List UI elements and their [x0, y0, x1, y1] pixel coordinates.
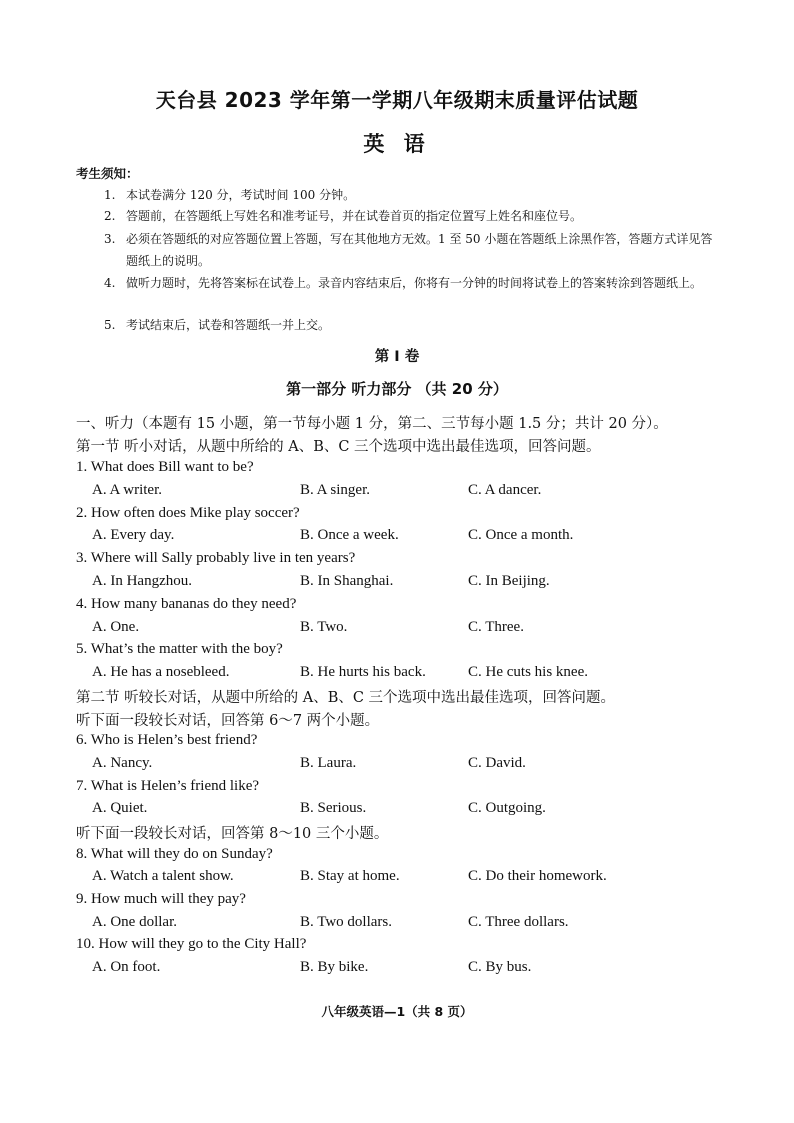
notice-item-text: 必须在答题纸的对应答题位置上答题，写在其他地方无效。1 至 50 小题在答题纸上涂黑作答，答题方式详见答题纸上的说明。 [126, 232, 713, 268]
question-1: 1. What does Bill want to be? [76, 459, 254, 475]
option-a: A. In Hangzhou. [92, 573, 192, 589]
option-c: C. David. [468, 755, 526, 771]
option-c: C. A dancer. [468, 482, 542, 498]
question-10: 10. How will they go to the City Hall? [76, 936, 307, 952]
dialog-2-note: 听下面一段较长对话，回答第 8～10 三个小题。 [76, 826, 389, 842]
option-c: C. Outgoing. [468, 800, 546, 816]
notice-item-number: 5. [104, 318, 116, 332]
option-b: B. Once a week. [300, 527, 399, 543]
notice-item-number: 1. [104, 188, 116, 202]
option-a: A. Watch a talent show. [92, 868, 234, 884]
question-7: 7. What is Helen’s friend like? [76, 778, 260, 794]
option-c: C. In Beijing. [468, 573, 550, 589]
volume-heading: 第 I 卷 [374, 349, 420, 365]
option-c: C. Once a month. [468, 527, 574, 543]
option-b: B. Two dollars. [300, 914, 393, 930]
notice-item-number: 3. [104, 232, 116, 246]
question-3: 3. Where will Sally probably live in ten years? [76, 550, 356, 566]
part-heading: 第一部分 听力部分 （共 20 分） [286, 380, 508, 398]
option-b: B. He hurts his back. [300, 664, 426, 680]
notice-item-text: 答题前，在答题纸上写姓名和准考证号，并在试卷首页的指定位置写上姓名和座位号。 [126, 209, 583, 223]
option-b: B. Serious. [300, 800, 367, 816]
question-9: 9. How much will they pay? [76, 891, 246, 907]
subject-title: 英 语 [363, 132, 431, 156]
notice-item-text: 做听力题时，先将答案标在试卷上。录音内容结束后，你将有一分钟的时间将试卷上的答案转涂到答题纸上。 [126, 276, 703, 290]
exam-title: 天台县 2023 学年第一学期八年级期末质量评估试题 [155, 88, 639, 112]
option-c: C. Do their homework. [468, 868, 607, 884]
option-c: C. Three dollars. [468, 914, 569, 930]
option-a: A. Quiet. [92, 800, 148, 816]
notice-item-number: 4. [104, 276, 116, 290]
notice-item-text: 考试结束后，试卷和答题纸一并上交。 [126, 318, 331, 332]
option-a: A. Every day. [92, 527, 175, 543]
dialog-1-note: 听下面一段较长对话，回答第 6～7 两个小题。 [76, 713, 380, 729]
option-c: C. Three. [468, 619, 524, 635]
option-c: C. He cuts his knee. [468, 664, 588, 680]
option-a: A. One. [92, 619, 140, 635]
notice-item-text: 本试卷满分 120 分，考试时间 100 分钟。 [126, 188, 356, 202]
section-2-instructions: 第二节 听较长对话，从题中所给的 A、B、C 三个选项中选出最佳选项，回答问题。 [76, 690, 616, 706]
notice-heading: 考生须知： [76, 166, 139, 181]
option-a: A. Nancy. [92, 755, 153, 771]
page-footer: 八年级英语—1（共 8 页） [321, 1004, 473, 1019]
option-c: C. By bus. [468, 959, 532, 975]
question-2: 2. How often does Mike play soccer? [76, 505, 300, 521]
option-b: B. A singer. [300, 482, 371, 498]
section-intro: 一、听力（本题有 15 小题，第一节每小题 1 分，第二、三节每小题 1.5 分；共计 20 分）。 [76, 416, 668, 432]
option-b: B. Laura. [300, 755, 357, 771]
option-a: A. One dollar. [92, 914, 177, 930]
question-6: 6. Who is Helen’s best friend? [76, 732, 258, 748]
option-b: B. Stay at home. [300, 868, 400, 884]
option-b: B. In Shanghai. [300, 573, 394, 589]
notice-item-number: 2. [104, 209, 116, 223]
question-4: 4. How many bananas do they need? [76, 596, 297, 612]
question-8: 8. What will they do on Sunday? [76, 846, 273, 862]
question-5: 5. What’s the matter with the boy? [76, 641, 283, 657]
option-a: A. A writer. [92, 482, 162, 498]
option-b: B. Two. [300, 619, 348, 635]
section-1-instructions: 第一节 听小对话，从题中所给的 A、B、C 三个选项中选出最佳选项，回答问题。 [76, 439, 601, 455]
option-b: B. By bike. [300, 959, 369, 975]
option-a: A. On foot. [92, 959, 161, 975]
option-a: A. He has a nosebleed. [92, 664, 230, 680]
